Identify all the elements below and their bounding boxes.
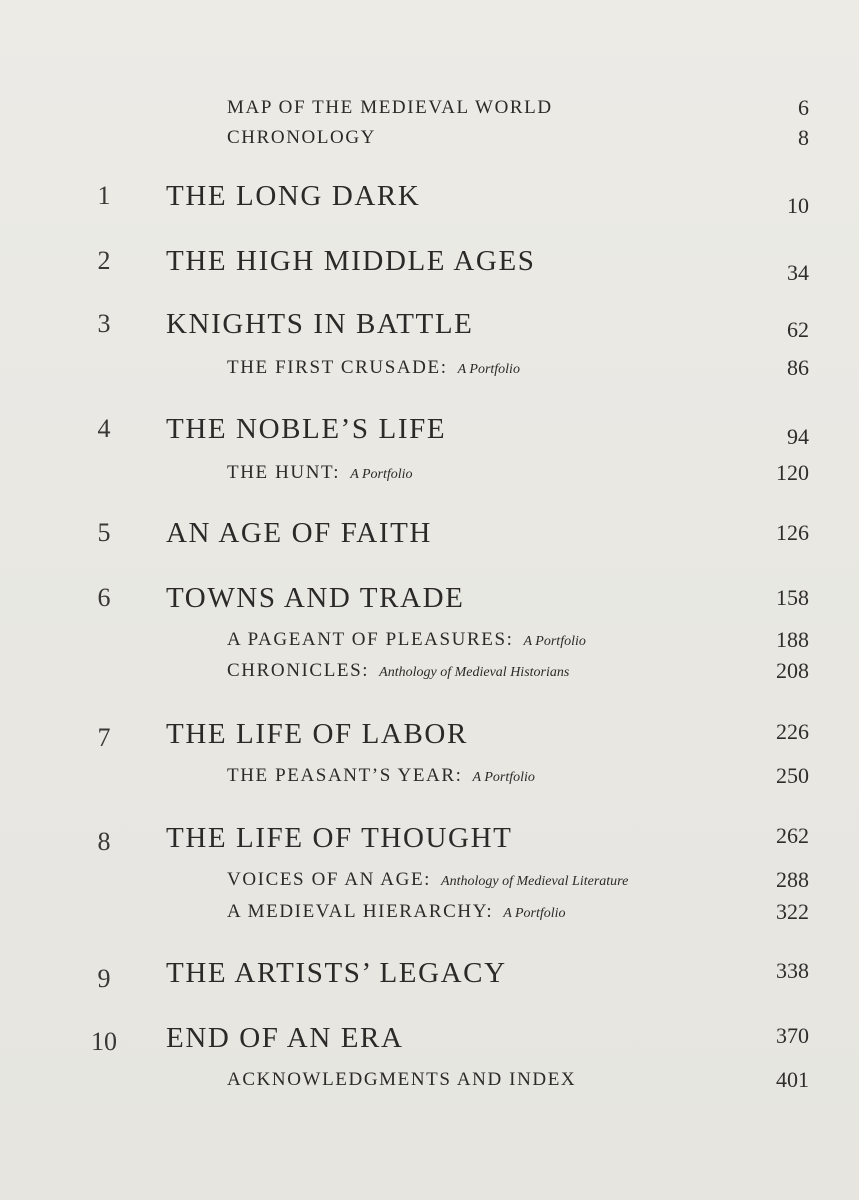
toc-frontmatter-chronology — [0, 124, 859, 160]
subentry-title — [227, 1066, 576, 1094]
subentry-description: A Portfolio — [523, 634, 586, 649]
chapter-title: THE LONG DARK — [166, 180, 421, 212]
toc-page-number: 370 — [776, 1023, 809, 1048]
subentry-title — [227, 866, 628, 896]
subentry-label: THE HUNT: — [227, 462, 341, 483]
subentry-description: Anthology of Medieval Literature — [441, 874, 629, 889]
chapter-title: THE LIFE OF LABOR — [166, 718, 468, 750]
chapter-number: 1 — [97, 181, 111, 210]
toc-page-number: 250 — [776, 763, 809, 788]
toc-chapter-6 — [0, 580, 859, 616]
toc-page-number: 401 — [776, 1067, 809, 1092]
toc-page-number: 226 — [776, 719, 809, 744]
toc-page-number: 158 — [776, 585, 809, 610]
subentry-title — [227, 459, 413, 489]
toc-page-number: 188 — [776, 627, 809, 652]
subentry-label: A PAGEANT OF PLEASURES: — [227, 629, 514, 650]
subentry-label: ACKNOWLEDGMENTS AND INDEX — [227, 1069, 577, 1090]
chapter-number: 10 — [91, 1027, 117, 1056]
toc-page-number: 126 — [776, 520, 809, 545]
toc-entry-title: CHRONOLOGY — [227, 127, 376, 148]
subentry-description: Anthology of Medieval Historians — [379, 665, 570, 680]
chapter-number: 3 — [97, 309, 111, 338]
toc-entry-title: MAP OF THE MEDIEVAL WORLD — [227, 97, 553, 118]
chapter-title: END OF AN ERA — [166, 1022, 404, 1054]
chapter-title: THE NOBLE’S LIFE — [166, 413, 447, 445]
chapter-title: THE LIFE OF THOUGHT — [166, 822, 513, 854]
chapter-title: TOWNS AND TRADE — [166, 582, 465, 614]
toc-page-number: 120 — [776, 460, 809, 485]
toc-page-number: 86 — [787, 355, 809, 380]
toc-chapter-1 — [0, 178, 859, 218]
toc-subentry — [0, 354, 859, 390]
toc-page-number: 8 — [798, 125, 809, 150]
toc-subentry — [0, 657, 859, 693]
subentry-description: A Portfolio — [350, 467, 413, 482]
toc-page-number: 338 — [776, 958, 809, 983]
subentry-title — [227, 898, 566, 928]
subentry-description: A Portfolio — [503, 906, 566, 921]
subentry-label: CHRONICLES: — [227, 660, 370, 681]
chapter-number: 5 — [97, 518, 111, 547]
chapter-number: 2 — [97, 246, 111, 275]
subentry-label: THE PEASANT’S YEAR: — [227, 765, 463, 786]
toc-subentry — [0, 762, 859, 798]
toc-page-number: 94 — [787, 424, 809, 449]
subentry-title — [227, 626, 586, 656]
chapter-number: 9 — [97, 964, 111, 993]
chapter-number: 4 — [97, 414, 111, 443]
toc-page-number: 10 — [787, 193, 809, 218]
subentry-description: A Portfolio — [457, 362, 520, 377]
toc-subentry — [0, 1066, 859, 1102]
toc-subentry — [0, 866, 859, 902]
toc-chapter-10 — [0, 1020, 859, 1056]
toc-page-number: 6 — [798, 95, 809, 120]
toc-chapter-8 — [0, 820, 859, 856]
subentry-title — [227, 762, 535, 792]
chapter-title: KNIGHTS IN BATTLE — [166, 308, 474, 340]
toc-page-number: 208 — [776, 658, 809, 683]
toc-chapter-7 — [0, 716, 859, 752]
toc-page-number: 262 — [776, 823, 809, 848]
toc-page-number: 288 — [776, 867, 809, 892]
toc-page-number: 62 — [787, 317, 809, 342]
subentry-label: A MEDIEVAL HIERARCHY: — [227, 901, 494, 922]
toc-page-number: 322 — [776, 899, 809, 924]
subentry-description: A Portfolio — [472, 770, 535, 785]
subentry-label: THE FIRST CRUSADE: — [227, 357, 448, 378]
toc-chapter-4 — [0, 411, 859, 447]
toc-page-number: 34 — [787, 260, 809, 285]
chapter-number: 8 — [97, 827, 111, 856]
toc-chapter-2 — [0, 243, 859, 285]
toc-subentry — [0, 459, 859, 495]
chapter-title: THE ARTISTS’ LEGACY — [166, 957, 507, 989]
toc-chapter-3 — [0, 306, 859, 342]
chapter-number: 7 — [97, 723, 111, 752]
subentry-title — [227, 354, 520, 384]
toc-subentry — [0, 898, 859, 934]
chapter-title: THE HIGH MIDDLE AGES — [166, 245, 536, 277]
toc-chapter-5 — [0, 515, 859, 551]
subentry-label: VOICES OF AN AGE: — [227, 869, 432, 890]
toc-chapter-9 — [0, 955, 859, 991]
subentry-title — [227, 657, 569, 687]
chapter-title: AN AGE OF FAITH — [166, 517, 432, 549]
chapter-number: 6 — [97, 583, 111, 612]
